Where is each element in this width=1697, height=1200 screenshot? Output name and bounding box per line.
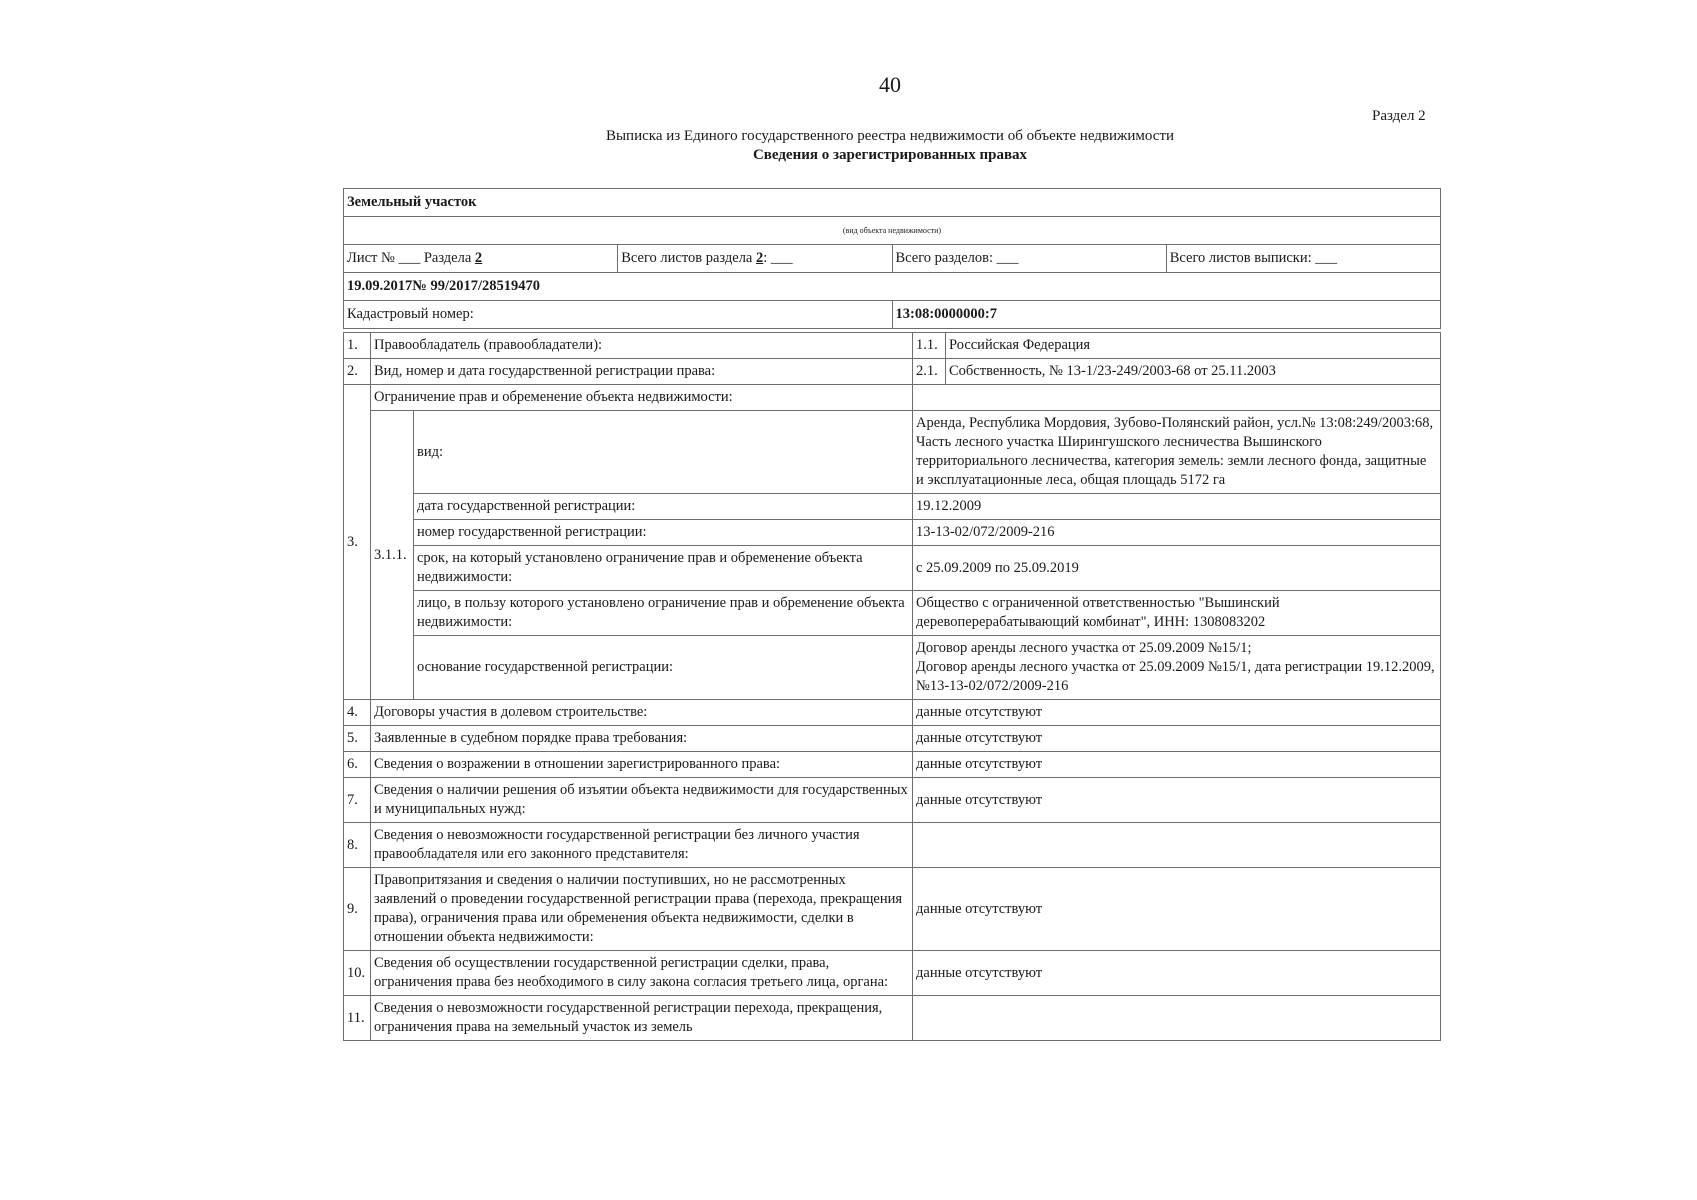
table-row (344, 359, 1441, 385)
table-row (344, 700, 1441, 726)
object-type-caption: (вид объекта недвижимости) (344, 217, 1441, 245)
sheet-section-number: 2 (474, 250, 483, 266)
registration-date-value: 19.12.2009 (913, 494, 1441, 520)
cadastral-value: 13:08:0000000:7 (892, 301, 1441, 329)
extract-sheet (343, 188, 1441, 1041)
term-label: срок, на который установлено ограничение прав и обременение объекта недвижимости: (414, 546, 913, 591)
row-value: данные отсутствуют (913, 951, 1441, 996)
document-title: Выписка из Единого государственного реестра недвижимости об объекте недвижимости (605, 128, 1175, 144)
row-value: данные отсутствуют (913, 752, 1441, 778)
row-value: данные отсутствуют (913, 868, 1441, 951)
total-sheets-suffix: : ___ (763, 250, 793, 266)
row-label: Правопритязания и сведения о наличии поступивших, но не рассмотренных заявлений о проведении государственной регистрации права (перехода, прекращения права), ограничения права или обременения объекта недвижимости, сделки в отношении объекта недвижимости: (371, 868, 913, 951)
section-label: Раздел 2 (1372, 108, 1426, 124)
page-number: 40 (879, 72, 901, 97)
table-row (344, 996, 1441, 1041)
table-row (344, 726, 1441, 752)
registration-basis-line: Договор аренды лесного участка от 25.09.2009 №15/1; (916, 640, 1252, 656)
registration-basis-line: Договор аренды лесного участка от 25.09.2009 №15/1, дата регистрации 19.12.2009, №13-13-02/072/2009-216 (916, 659, 1435, 694)
row-value (913, 823, 1441, 868)
encumbrance-row (344, 546, 1441, 591)
table-row (344, 823, 1441, 868)
row-label: Сведения об осуществлении государственной регистрации сделки, права, ограничения права без необходимого в силу закона согласия третьего лица, органа: (371, 951, 913, 996)
table-row (344, 778, 1441, 823)
registration-basis-label: основание государственной регистрации: (414, 636, 913, 700)
table-row (344, 752, 1441, 778)
row-value (913, 996, 1441, 1041)
row-number: 4. (344, 700, 371, 726)
encumbrance-row (344, 591, 1441, 636)
row-label: Правообладатель (правообладатели): (371, 333, 913, 359)
term-value: с 25.09.2009 по 25.09.2019 (913, 546, 1441, 591)
total-extract-sheets: Всего листов выписки: ___ (1166, 245, 1440, 273)
registration-date-label: дата государственной регистрации: (414, 494, 913, 520)
total-sheets-section: 2 (756, 250, 764, 266)
encumbrance-row (344, 636, 1441, 700)
table-row (344, 951, 1441, 996)
row-number: 6. (344, 752, 371, 778)
row-number: 8. (344, 823, 371, 868)
row-value: Российская Федерация (946, 333, 1441, 359)
row-number: 3. (344, 385, 371, 700)
row-value: данные отсутствуют (913, 726, 1441, 752)
registration-number-value: 13-13-02/072/2009-216 (913, 520, 1441, 546)
row-number: 1. (344, 333, 371, 359)
row-label: Сведения о невозможности государственной регистрации перехода, прекращения, ограничения права на земельный участок из земель (371, 996, 913, 1041)
sheet-number-label: Лист № ___ Раздела (347, 250, 475, 266)
encumbrance-row (344, 411, 1441, 494)
total-sections: Всего разделов: ___ (892, 245, 1166, 273)
row-label: Сведения о наличии решения об изъятии объекта недвижимости для государственных и муниципальных нужд: (371, 778, 913, 823)
header-table (343, 188, 1441, 329)
row-value: данные отсутствуют (913, 700, 1441, 726)
row-subnumber: 2.1. (913, 359, 946, 385)
table-row (344, 868, 1441, 951)
row-value: данные отсутствуют (913, 778, 1441, 823)
row-number: 7. (344, 778, 371, 823)
row-label: Вид, номер и дата государственной регистрации права: (371, 359, 913, 385)
row-subnumber: 1.1. (913, 333, 946, 359)
encumbrance-row (344, 520, 1441, 546)
document-title-block (0, 127, 1697, 165)
row-number: 11. (344, 996, 371, 1041)
cadastral-label: Кадастровый номер: (344, 301, 893, 329)
row-number: 2. (344, 359, 371, 385)
row-number: 5. (344, 726, 371, 752)
row-label: Ограничение прав и обременение объекта недвижимости: (371, 385, 913, 411)
table-row (344, 385, 1441, 411)
object-type: Земельный участок (344, 189, 1441, 217)
document-subtitle: Сведения о зарегистрированных правах (752, 147, 1028, 163)
row-number: 9. (344, 868, 371, 951)
beneficiary-label: лицо, в пользу которого установлено ограничение прав и обременение объекта недвижимости: (414, 591, 913, 636)
row-label: Сведения о возражении в отношении зарегистрированного права: (371, 752, 913, 778)
row-value (913, 385, 1441, 411)
total-sheets-label: Всего листов раздела (621, 250, 756, 266)
total-sheets-cell (618, 245, 892, 273)
registration-number-label: номер государственной регистрации: (414, 520, 913, 546)
beneficiary-value: Общество с ограниченной ответственностью "Вышинский деревоперерабатывающий комбинат", ИНН: 1308083202 (913, 591, 1441, 636)
date-and-number: 19.09.2017№ 99/2017/28519470 (344, 273, 1441, 301)
encumbrance-row (344, 494, 1441, 520)
registration-basis-value (913, 636, 1441, 700)
sheet-number-cell (344, 245, 618, 273)
row-subnumber: 3.1.1. (371, 411, 414, 700)
row-label: Сведения о невозможности государственной регистрации без личного участия правообладателя или его законного представителя: (371, 823, 913, 868)
encumbrance-type-label: вид: (414, 411, 913, 494)
row-number: 10. (344, 951, 371, 996)
rights-table (343, 332, 1441, 1041)
row-label: Договоры участия в долевом строительстве: (371, 700, 913, 726)
table-row (344, 333, 1441, 359)
encumbrance-type-value: Аренда, Республика Мордовия, Зубово-Полянский район, усл.№ 13:08:249/2003:68, Часть лесного участка Ширингушского лесничества Вышинского территориального лесничества, категория земель: земли лесного фонда, защитные и эксплуатационные леса, общая площадь 5172 га (913, 411, 1441, 494)
row-label: Заявленные в судебном порядке права требования: (371, 726, 913, 752)
row-value: Собственность, № 13-1/23-249/2003-68 от 25.11.2003 (946, 359, 1441, 385)
